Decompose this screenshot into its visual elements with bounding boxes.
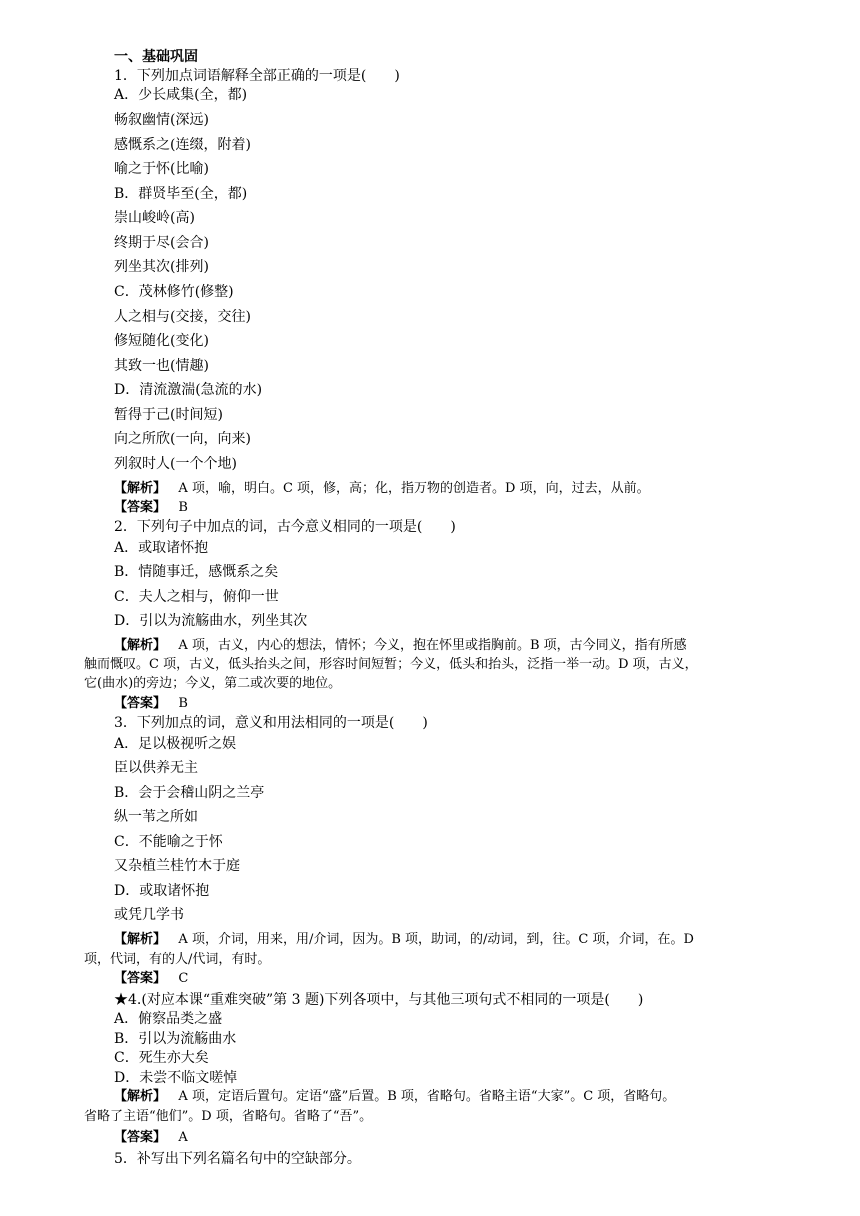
question-4-stem: ★4.(对应本课“重难突破”第 3 题)下列各项中，与其他三项句式不相同的一项是( ) (114, 992, 644, 1008)
q4-option-line: B．引以为流觞曲水 (114, 1031, 237, 1047)
q4-option-line: D．未尝不临文嗟悼 (114, 1070, 238, 1086)
q1-option-line: 崇山峻岭(高) (114, 210, 195, 226)
question-1-stem: 1．下列加点词语解释全部正确的一项是( ) (114, 68, 400, 84)
q4-analysis-line-1 (114, 1088, 675, 1106)
q1-option-line: A．少长咸集(全，都) (114, 87, 248, 103)
q2-option-line: C．夫人之相与，俯仰一世 (114, 589, 279, 605)
q3-option-line: 或凭几学书 (114, 907, 184, 923)
question-3-stem: 3．下列加点的词，意义和用法相同的一项是( ) (114, 715, 428, 731)
q2-analysis-line-1 (114, 637, 687, 655)
analysis-text: A 项，介词，用来，用/介词，因为。B 项，助词，的/动词，到，往。C 项，介词，在。D (178, 932, 694, 947)
q1-option-line: 畅叙幽情(深远) (114, 112, 209, 128)
answer-value: A (178, 1130, 188, 1145)
q1-option-line: B．群贤毕至(全，都) (114, 186, 248, 202)
q4-analysis-line-2: 省略了主语“他们”。D 项，省略句。省略了“吾”。 (84, 1109, 373, 1124)
answer-value: B (178, 696, 188, 711)
q3-answer (114, 970, 188, 988)
q3-analysis-line-2: 项，代词，有的人/代词，有时。 (84, 952, 271, 967)
analysis-text: A 项，喻，明白。C 项，修，高；化，指万物的创造者。D 项，向，过去，从前。 (178, 481, 650, 496)
question-5-stem: 5．补写出下列名篇名句中的空缺部分。 (114, 1151, 361, 1167)
q4-answer (114, 1129, 188, 1147)
analysis-label: 【解析】 (114, 481, 167, 496)
analysis-text: A 项，古义，内心的想法，情怀；今义，抱在怀里或指胸前。B 项，古今同义，指有所感 (178, 638, 687, 653)
q3-option-line: C．不能喻之于怀 (114, 834, 223, 850)
q4-option-line: A．俯察品类之盛 (114, 1011, 223, 1027)
q3-option-line: B．会于会稽山阴之兰亭 (114, 785, 265, 801)
q1-option-line: 感慨系之(连缀，附着) (114, 137, 251, 153)
answer-label: 【答案】 (114, 500, 167, 515)
q2-analysis-line-3: 它(曲水)的旁边；今义，第二或次要的地位。 (84, 676, 342, 691)
answer-label: 【答案】 (114, 1130, 167, 1145)
section-title: 一、基础巩固 (114, 49, 198, 65)
q1-option-line: 终期于尽(会合) (114, 235, 209, 251)
q2-option-line: A．或取诸怀抱 (114, 540, 209, 556)
q1-option-line: 向之所欣(一向，向来) (114, 431, 251, 447)
q3-option-line: 纵一苇之所如 (114, 809, 198, 825)
q3-option-line: D．或取诸怀抱 (114, 883, 210, 899)
analysis-label: 【解析】 (114, 932, 167, 947)
q1-option-line: 暂得于己(时间短) (114, 407, 223, 423)
q3-option-line: 又杂植兰桂竹木于庭 (114, 858, 240, 874)
q2-option-line: B．情随事迁，感慨系之矣 (114, 564, 279, 580)
analysis-label: 【解析】 (114, 638, 167, 653)
q1-option-line: D．清流激湍(急流的水) (114, 382, 263, 398)
answer-label: 【答案】 (114, 696, 167, 711)
q2-option-line: D．引以为流觞曲水，列坐其次 (114, 613, 308, 629)
q1-option-line: C．茂林修竹(修整) (114, 284, 234, 300)
q2-answer (114, 695, 188, 713)
q1-option-line: 人之相与(交接，交往) (114, 309, 251, 325)
q1-option-line: 其致一也(情趣) (114, 358, 209, 374)
q3-option-line: A．足以极视听之娱 (114, 736, 237, 752)
q2-analysis-line-2: 触而慨叹。C 项，古义，低头抬头之间，形容时间短暂；今义，低头和抬头，泛指一举一动。D 项，古义， (84, 657, 698, 672)
q1-answer (114, 499, 188, 517)
q1-option-line: 修短随化(变化) (114, 333, 209, 349)
q3-analysis-line-1 (114, 931, 694, 949)
analysis-text: A 项，定语后置句。定语“盛”后置。B 项，省略句。省略主语“大家”。C 项，省略句。 (178, 1089, 676, 1104)
q3-option-line: 臣以供养无主 (114, 760, 198, 776)
answer-value: C (178, 971, 189, 986)
q1-option-line: 列叙时人(一个个地) (114, 456, 237, 472)
q1-analysis (114, 480, 650, 498)
question-2-stem: 2．下列句子中加点的词，古今意义相同的一项是( ) (114, 519, 456, 535)
analysis-label: 【解析】 (114, 1089, 167, 1104)
answer-value: B (178, 500, 188, 515)
q4-option-line: C．死生亦大矣 (114, 1050, 209, 1066)
answer-label: 【答案】 (114, 971, 167, 986)
q1-option-line: 喻之于怀(比喻) (114, 161, 209, 177)
q1-option-line: 列坐其次(排列) (114, 259, 209, 275)
